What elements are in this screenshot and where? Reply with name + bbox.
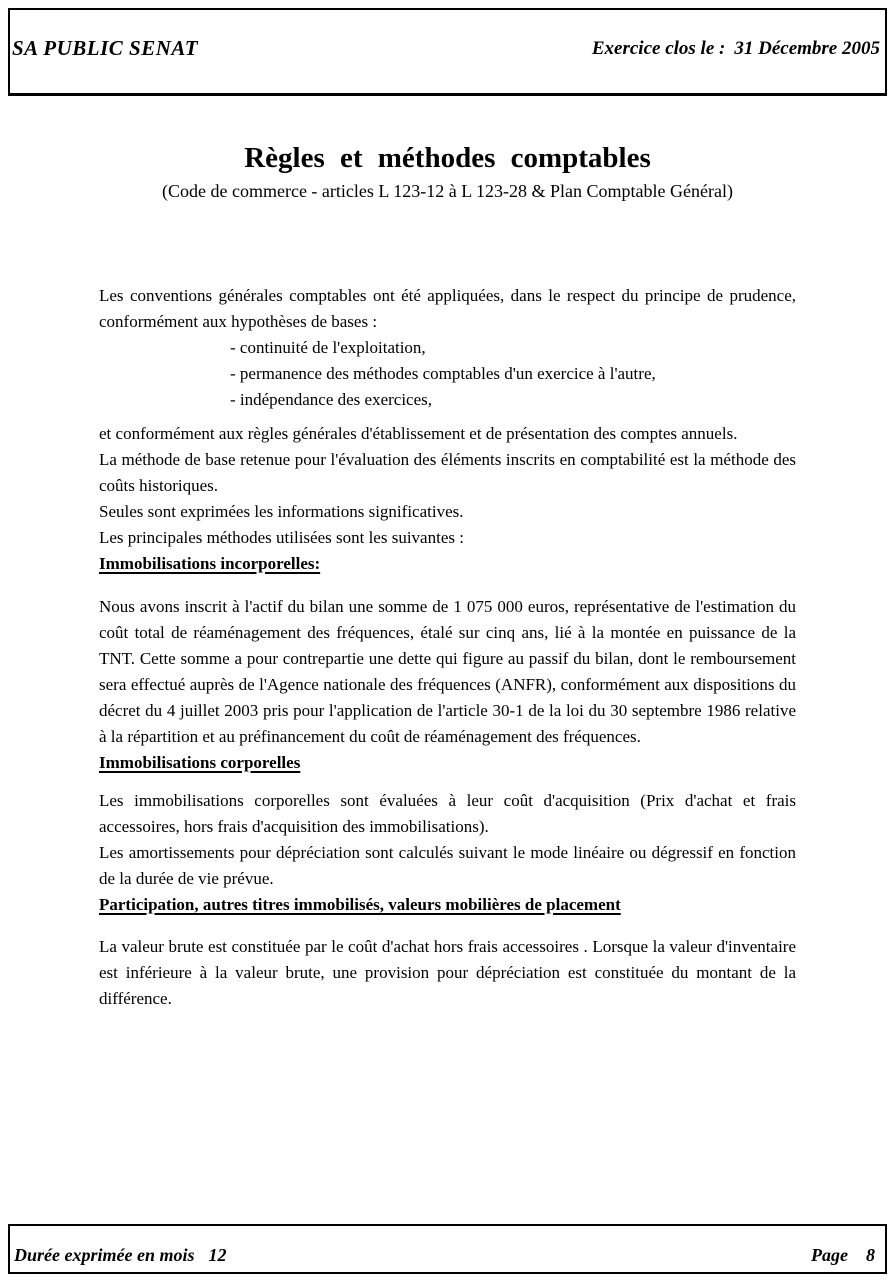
list-item: - permanence des méthodes comptables d'un exercice à l'autre, [230,364,656,383]
duration-value: 12 [208,1244,227,1265]
paragraph-participation: La valeur brute est constituée par le coût d'achat hors frais accessoires . Lorsque la valeur d'inventaire est inférieure à la valeur brute, une provision pour dépréciation est constituée du montant de la différence. [99,937,796,1008]
company-name: SA PUBLIC SENAT [12,36,199,60]
page-number: 8 [866,1244,875,1265]
section-heading-text: Participation, autres titres immobilisés, valeurs mobilières de placement [99,895,621,914]
paragraph-immobilisations-incorporelles: Nous avons inscrit à l'actif du bilan une somme de 1 075 000 euros, représentative de l'estimation du coût total de réaménagement des fréquences, étalé sur cinq ans, lié à la montée en puissance de la TNT. Cette somme a pour contrepartie une dette qui figure au passif du bilan, dont le remboursement sera effectué auprès de l'Agence nationale des fréquences (ANFR), conformément aux dispositions du décret du 4 juillet 2003 pris pour l'application de l'article 30-1 de la loi du 30 septembre 1986 relative à la répartition et au préfinancement du coût de réaménagement des fréquences. [99,597,796,746]
paragraph-main-methods: Les principales méthodes utilisées sont les suivantes : [99,528,464,547]
list-item: - continuité de l'exploitation, [230,338,426,357]
document-title: Règles et méthodes comptables [244,142,651,174]
section-heading-text: Immobilisations corporelles [99,753,301,772]
hypotheses-list [230,335,796,413]
paragraph-immobilisations-corporelles-1: Les immobilisations corporelles sont évaluées à leur coût d'acquisition (Prix d'achat et frais accessoires, hors frais d'acquisition des immobilisations). [99,791,796,836]
exercise-closing-date [592,38,880,60]
exercise-closing-label: Exercice clos le : [591,37,726,59]
page-label: Page [811,1244,848,1265]
exercise-closing-value: 31 Décembre 2005 [734,37,880,59]
section-heading-participation [99,892,796,918]
title-area [99,141,796,204]
list-item: - indépendance des exercices, [230,390,432,409]
document-subtitle: (Code de commerce - articles L 123-12 à L 123-28 & Plan Comptable Général) [162,181,733,201]
section-heading-immobilisations-corporelles [99,750,796,776]
section-heading-text: Immobilisations incorporelles: [99,554,321,573]
section-heading-immobilisations-incorporelles [99,551,796,577]
duration-note [14,1245,226,1266]
paragraph-significant: Seules sont exprimées les informations significatives. [99,502,464,521]
duration-label: Durée exprimée en mois [14,1244,195,1265]
paragraph-immobilisations-corporelles-2: Les amortissements pour dépréciation sont calculés suivant le mode linéaire ou dégressif en fonction de la durée de vie prévue. [99,843,796,888]
paragraph-intro: Les conventions générales comptables ont été appliquées, dans le respect du principe de prudence, conformément aux hypothèses de bases : [99,286,796,331]
page-header [8,8,887,96]
document-body [99,283,796,1012]
paragraph-rules: et conformément aux règles générales d'établissement et de présentation des comptes annuels. [99,424,738,443]
page-footer [8,1224,887,1274]
page-indicator [811,1245,875,1266]
paragraph-method: La méthode de base retenue pour l'évaluation des éléments inscrits en comptabilité est la méthode des coûts historiques. [99,450,796,495]
